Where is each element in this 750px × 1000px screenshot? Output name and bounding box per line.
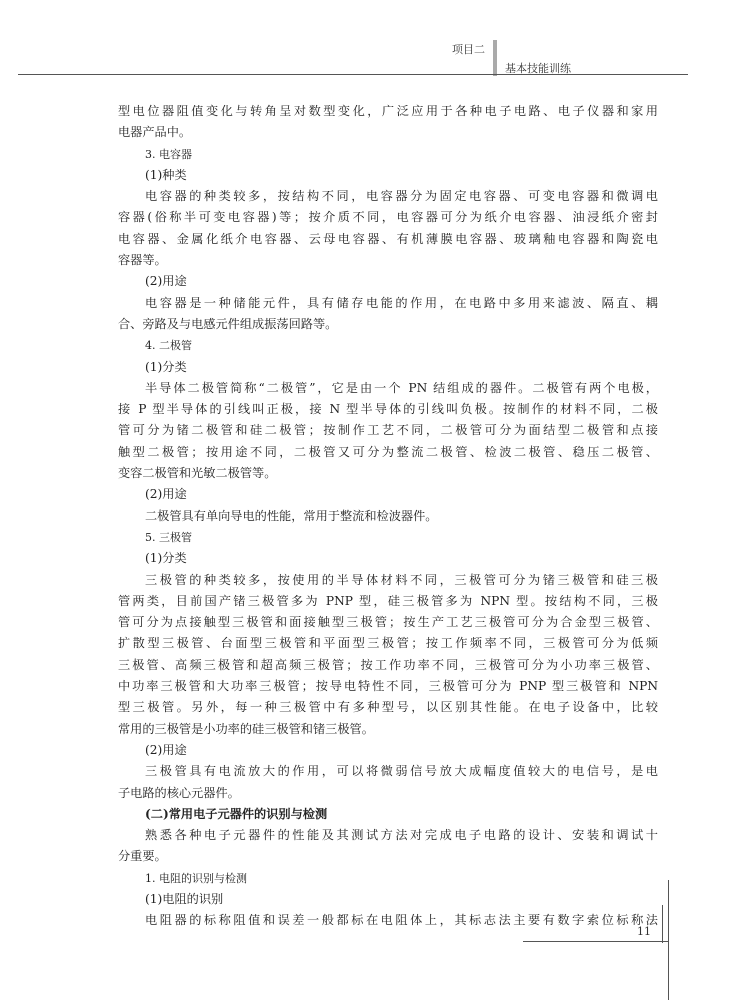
text-line: (二)常用电子元器件的识别与检测 [145, 806, 328, 821]
text-line: (1)种类 [145, 167, 187, 182]
page-number: 11 [637, 925, 651, 938]
text-line: 容器等。 [118, 253, 167, 268]
text-line: 管可分为锗二极管和硅二极管；按制作工艺不同，二极管可分为面结型二极管和点接 [118, 423, 658, 438]
text-line: 三极管、高频三极管和超高频三极管；按工作功率不同，三极管可分为小功率三极管、 [118, 657, 658, 672]
text-line: 熟悉各种电子元器件的性能及其测试方法对完成电子电路的设计、安装和调试十 [145, 828, 658, 843]
text-line: 中功率三极管和大功率三极管；按导电特性不同，三极管可分为 PNP 型三极管和 NPN [118, 679, 658, 694]
text-line: 容器(俗称半可变电容器)等；按介质不同，电容器可分为纸介电容器、油浸纸介密封 [118, 210, 658, 225]
header-divider-bar [493, 40, 497, 76]
text-line: 三极管的种类较多，按使用的半导体材料不同，三极管可分为锗三极管和硅三极 [145, 572, 658, 587]
text-line: 三极管具有电流放大的作用，可以将微弱信号放大成幅度值较大的电信号，是电 [145, 764, 658, 779]
text-line: 管可分为点接触型三极管和面接触型三极管；按生产工艺三极管可分为合金型三极管、 [118, 615, 658, 630]
text-line: 接 P 型半导体的引线叫正极，接 N 型半导体的引线叫负极。按制作的材料不同，二极 [118, 402, 658, 417]
footer-vertical-line-short [662, 905, 663, 943]
text-line: 变容二极管和光敏二极管等。 [118, 466, 277, 481]
text-line: (1)分类 [145, 551, 187, 566]
text-line: 半导体二极管简称“二极管”，它是由一个 PN 结组成的器件。二极管有两个电极， [145, 380, 658, 395]
header-section: 基本技能训练 [505, 62, 571, 75]
text-line: 3. 电容器 [145, 147, 192, 161]
text-line: 触型二极管；按用途不同，二极管又可分为整流二极管、检波二极管、稳压二极管、 [118, 444, 658, 459]
text-line: (2)用途 [145, 742, 187, 757]
footer-rule [523, 941, 668, 942]
text-line: 二极管具有单向导电的性能，常用于整流和检波器件。 [145, 508, 438, 523]
text-line: 合、旁路及与电感元件组成振荡回路等。 [118, 316, 338, 331]
text-line: 型三极管。另外，每一种三极管中有多种型号，以区别其性能。在电子设备中，比较 [118, 700, 658, 715]
footer-vertical-line [668, 880, 669, 1000]
body-text [118, 101, 658, 932]
text-line: 扩散型三极管、台面型三极管和平面型三极管；按工作频率不同，三极管可分为低频 [118, 636, 658, 651]
text-line: (1)分类 [145, 359, 187, 374]
text-line: 分重要。 [118, 849, 167, 864]
text-line: 电器产品中。 [118, 125, 192, 140]
text-line: 管两类，目前国产锗三极管多为 PNP 型，硅三极管多为 NPN 型。按结构不同，三极 [118, 593, 658, 608]
text-line: 电容器是一种储能元件，具有储存电能的作用，在电路中多用来滤波、隔直、耦 [145, 295, 658, 310]
text-line: 电容器的种类较多，按结构不同，电容器分为固定电容器、可变电容器和微调电 [145, 189, 658, 204]
text-line: 4. 二极管 [145, 339, 192, 353]
text-line: 5. 三极管 [145, 530, 192, 544]
header-project: 项目二 [452, 43, 485, 56]
text-line: (2)用途 [145, 274, 187, 289]
text-line: 电容器、金属化纸介电容器、云母电容器、有机薄膜电容器、玻璃釉电容器和陶瓷电 [118, 231, 658, 246]
text-line: 型电位器阻值变化与转角呈对数型变化，广泛应用于各种电子电路、电子仪器和家用 [118, 104, 658, 118]
text-line: 1. 电阻的识别与检测 [145, 871, 247, 885]
text-line: (2)用途 [145, 487, 187, 502]
text-line: 常用的三极管是小功率的硅三极管和锗三极管。 [118, 721, 374, 736]
text-line: 电阻器的标称阻值和误差一般都标在电阻体上，其标志法主要有数字索位标称法 [145, 913, 658, 928]
text-line: 子电路的核心元器件。 [118, 785, 240, 800]
header-rule [18, 74, 688, 75]
text-line: (1)电阻的识别 [145, 891, 224, 906]
